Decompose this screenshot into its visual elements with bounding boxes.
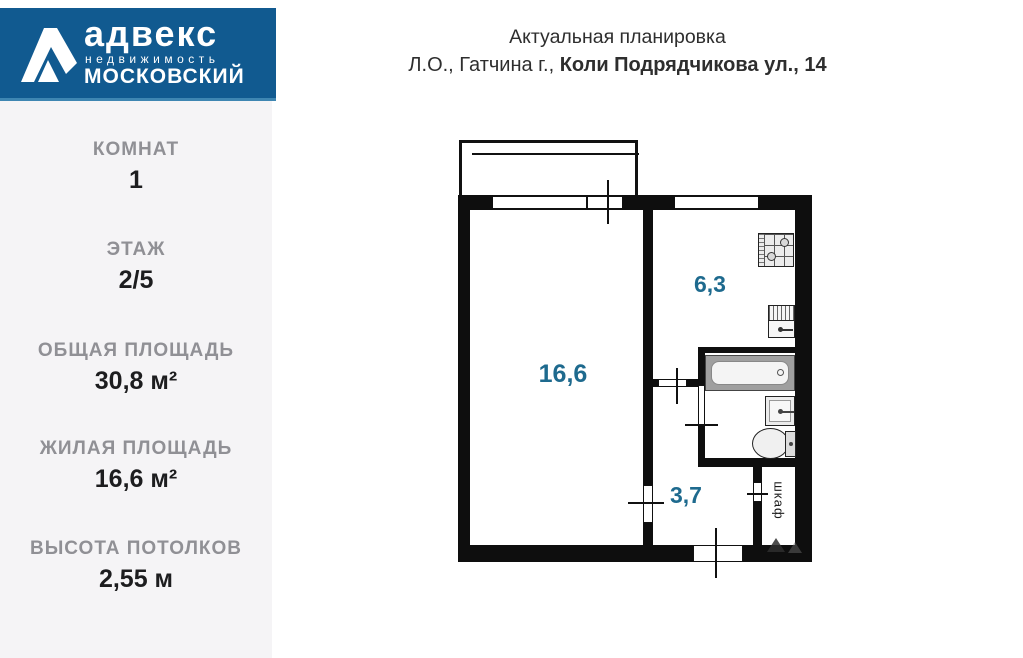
stat-value: 30,8 м² xyxy=(94,367,178,395)
logo-brand-text: адвекс xyxy=(84,13,219,54)
hallway-area-label: 3,7 xyxy=(670,482,702,508)
entrance-door-opening xyxy=(693,545,743,562)
window xyxy=(493,195,622,210)
stat-value: 1 xyxy=(129,166,143,194)
window xyxy=(675,195,758,210)
balcony-rail xyxy=(472,153,639,155)
address-street: Коли Подрядчикова ул., 14 xyxy=(559,54,827,76)
door-swing-mark xyxy=(715,528,717,578)
address-line xyxy=(330,52,905,79)
balcony xyxy=(459,140,638,198)
door-swing-mark xyxy=(607,180,609,224)
kitchen-area-label: 6,3 xyxy=(694,271,726,297)
agency-logo xyxy=(0,8,276,101)
wall-segment xyxy=(698,347,795,353)
stat-value: 16,6 м² xyxy=(94,465,178,493)
door-swing-mark xyxy=(747,493,768,495)
watermark-triangle-icon xyxy=(788,542,802,553)
plan-header xyxy=(330,24,905,79)
wall-segment xyxy=(795,195,812,562)
stat-label: ОБЩАЯ ПЛОЩАДЬ xyxy=(37,340,235,361)
stat-label: ЭТАЖ xyxy=(106,239,166,260)
stat-label: ВЫСОТА ПОТОЛКОВ xyxy=(29,538,243,559)
door-opening xyxy=(698,385,705,425)
stat-value: 2,55 м xyxy=(98,565,174,593)
toilet-icon xyxy=(752,428,789,459)
stove-icon xyxy=(758,233,794,267)
door-swing-mark xyxy=(685,424,718,426)
stat-rooms xyxy=(0,138,272,195)
living-room-area-label: 16,6 xyxy=(538,360,588,388)
stat-value: 2/5 xyxy=(118,266,154,294)
stat-total-area xyxy=(0,339,272,396)
kitchen-sink-icon xyxy=(768,305,795,338)
stat-ceiling-height xyxy=(0,537,272,594)
logo-tagline-text: недвижимость xyxy=(85,52,220,66)
wall-segment xyxy=(753,467,762,545)
toilet-tank-icon xyxy=(785,431,796,457)
floor-plan xyxy=(455,138,815,565)
door-swing-mark xyxy=(676,368,678,404)
wall-segment xyxy=(458,195,470,562)
door-opening xyxy=(658,379,687,387)
stat-label: ЖИЛАЯ ПЛОЩАДЬ xyxy=(39,438,233,459)
stat-living-area xyxy=(0,437,272,494)
stat-floor xyxy=(0,238,272,295)
watermark-triangle-icon xyxy=(767,538,785,552)
washbasin-icon xyxy=(765,396,795,426)
logo-division-text: МОСКОВСКИЙ xyxy=(84,65,245,88)
address-region: Л.О., Гатчина г., xyxy=(408,54,560,76)
page-title: Актуальная планировка xyxy=(509,26,726,48)
wall-segment xyxy=(698,458,795,467)
door-opening xyxy=(753,482,762,502)
bathtub-icon xyxy=(705,355,795,391)
window-mullion xyxy=(586,195,588,210)
advecs-a-icon xyxy=(18,22,78,84)
stat-label: КОМНАТ xyxy=(92,139,180,160)
closet-label: шкаф xyxy=(771,481,787,520)
wall-segment xyxy=(458,545,812,562)
